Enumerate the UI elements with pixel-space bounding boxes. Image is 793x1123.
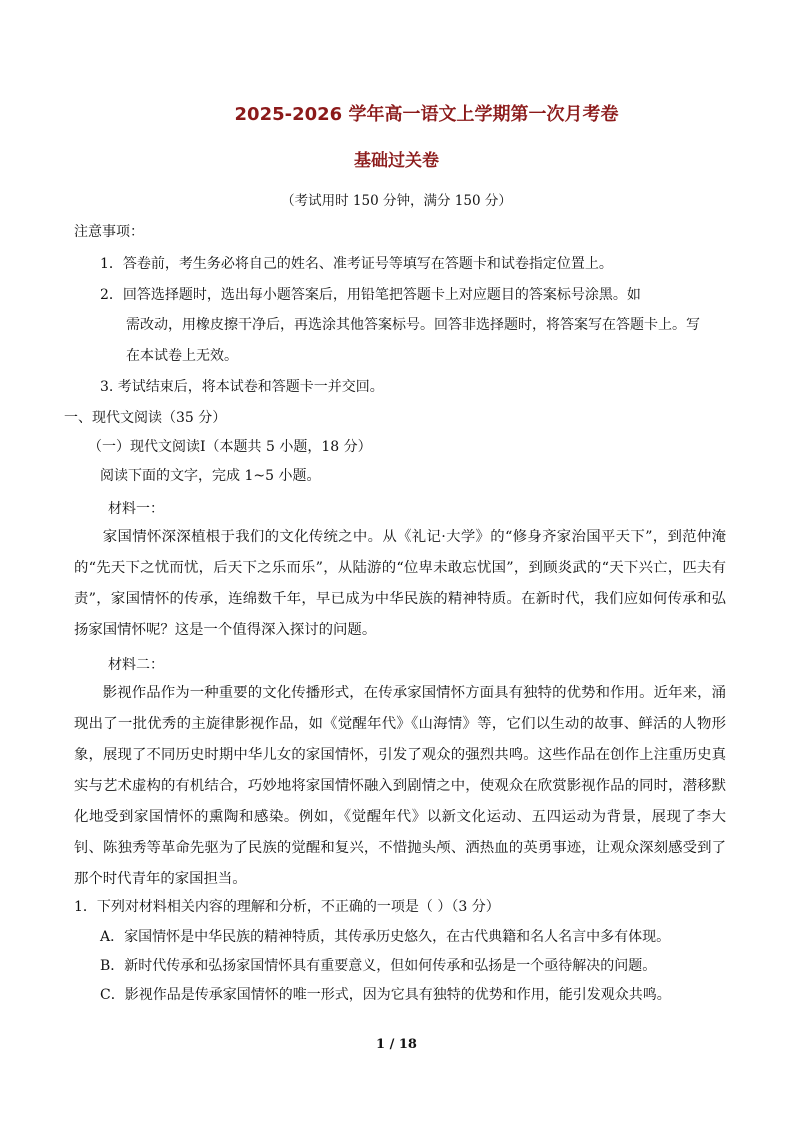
exam-title: 2025-2026 学年高一语文上学期第一次月考卷 xyxy=(234,104,619,125)
question-1-stem: 1．下列对材料相关内容的理解和分析，不正确的一项是（ ）（3 分） xyxy=(74,899,500,915)
reading-instruction: 阅读下面的文字，完成 1~5 小题。 xyxy=(100,468,321,484)
material-1-text: 家国情怀深深植根于我们的文化传统之中。从《礼记·大学》的“修身齐家治国平天下”，到范仲淹的“先天下之忧而忧，后天下之乐而乐”，从陆游的“位卑未敢忘忧国”，到顾炎武的“天下兴亡，匹夫有责”，家国情怀的传承，连绵数千年，早已成为中华民族的精神特质。在新时代，我们应如何传承和弘扬家国情怀呢？这是一个值得深入探讨的问题。 xyxy=(74,529,726,638)
material-2-label: 材料二： xyxy=(108,657,164,673)
notice-item-1: 1．答卷前，考生务必将自己的姓名、准考证号等填写在答题卡和试卷指定位置上。 xyxy=(100,256,613,272)
section-heading: 一、现代文阅读（35 分） xyxy=(64,410,227,426)
question-1-option-c: C．影视作品是传承家国情怀的唯一形式，因为它具有独特的优势和作用，能引发观众共鸣。 xyxy=(100,987,671,1003)
material-2-text: 影视作品作为一种重要的文化传播形式，在传承家国情怀方面具有独特的优势和作用。近年来，涌现出了一批优秀的主旋律影视作品，如《觉醒年代》《山海情》等，它们以生动的故事、鲜活的人物形象，展现了不同历史时期中华儿女的家国情怀，引发了观众的强烈共鸣。这些作品在创作上注重历史真实与艺术虚构的有机结合，巧妙地将家国情怀融入到剧情之中，使观众在欣赏影视作品的同时，潜移默化地受到家国情怀的熏陶和感染。例如，《觉醒年代》以新文化运动、五四运动为背景，展现了李大钊、陈独秀等革命先驱为了民族的觉醒和复兴，不惜抛头颅、洒热血的英勇事迹，让观众深刻感受到了那个时代青年的家国担当。 xyxy=(74,685,726,887)
notice-item-2-line-3: 在本试卷上无效。 xyxy=(126,348,238,364)
material-1-label: 材料一： xyxy=(108,501,164,517)
exam-subtitle: 基础过关卷 xyxy=(354,151,439,171)
notice-heading: 注意事项： xyxy=(74,224,144,240)
question-1-option-a: A．家国情怀是中华民族的精神特质，其传承历史悠久，在古代典籍和名人名言中多有体现。 xyxy=(100,929,671,945)
page-number: 1 / 18 xyxy=(376,1037,417,1052)
section-sub-heading: （一）现代文阅读Ⅰ（本题共 5 小题，18 分） xyxy=(88,439,372,455)
exam-info: （考试用时 150 分钟，满分 150 分） xyxy=(281,193,512,209)
notice-item-3: 3. 考试结束后，将本试卷和答题卡一并交回。 xyxy=(100,379,384,395)
notice-item-2-line-1: 2．回答选择题时，选出每小题答案后，用铅笔把答题卡上对应题目的答案标号涂黑。如 xyxy=(100,287,641,303)
question-1-option-b: B．新时代传承和弘扬家国情怀具有重要意义，但如何传承和弘扬是一个亟待解决的问题。 xyxy=(100,958,657,974)
notice-item-2-line-2: 需改动，用橡皮擦干净后，再选涂其他答案标号。回答非选择题时，将答案写在答题卡上。写 xyxy=(126,317,700,333)
